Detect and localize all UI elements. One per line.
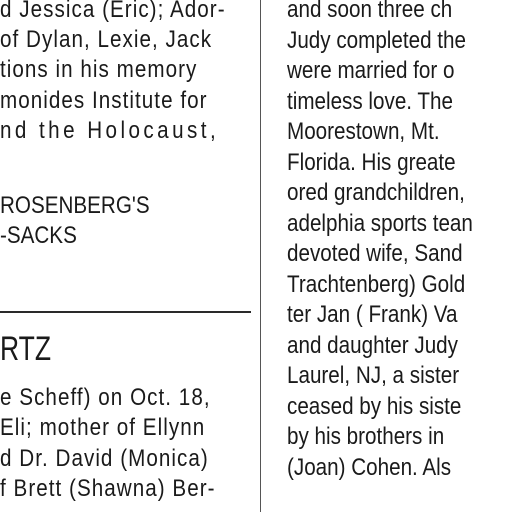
right-column [287, 0, 512, 512]
right-line-4: timeless love. The [287, 88, 453, 115]
funeral-home-line-2: -SACKS [0, 222, 77, 249]
right-line-14: ceased by his siste [287, 393, 462, 420]
obit2-line-3: d Dr. David (Monica) [0, 445, 209, 472]
right-line-15: by his brothers in [287, 423, 445, 450]
right-line-10: Trachtenberg) Gold [287, 271, 466, 298]
right-line-16: (Joan) Cohen. Als [287, 454, 452, 481]
right-line-7: ored grandchildren, [287, 179, 465, 206]
column-divider [260, 0, 261, 512]
obit2-line-1: e Scheff) on Oct. 18, [0, 384, 211, 411]
right-line-6: Florida. His greate [287, 149, 456, 176]
obit2-heading: RTZ [0, 330, 52, 368]
section-divider [0, 311, 251, 313]
right-line-8: adelphia sports tean [287, 210, 473, 237]
right-line-13: Laurel, NJ, a sister [287, 362, 460, 389]
obit1-line-2: of Dylan, Lexie, Jack [0, 26, 213, 53]
obit2-line-2: Eli; mother of Ellynn [0, 414, 206, 441]
right-line-3: were married for o [287, 57, 455, 84]
obit1-line-3: tions in his memory [0, 56, 198, 83]
obit1-line-5: nd the Holocaust, [0, 117, 220, 144]
funeral-home-line-1: ROSENBERG'S [0, 192, 150, 219]
obit2-line-4: f Brett (Shawna) Ber- [0, 475, 216, 502]
obit1-line-4: monides Institute for [0, 87, 208, 114]
right-line-11: ter Jan ( Frank) Va [287, 301, 458, 328]
obit1-line-1: d Jessica (Eric); Ador- [0, 0, 226, 23]
right-line-1: and soon three ch [287, 0, 453, 23]
left-column [0, 0, 254, 512]
right-line-9: devoted wife, Sand [287, 240, 463, 267]
right-line-5: Moorestown, Mt. [287, 118, 440, 145]
right-line-12: and daughter Judy [287, 332, 458, 359]
right-line-2: Judy completed the [287, 27, 466, 54]
